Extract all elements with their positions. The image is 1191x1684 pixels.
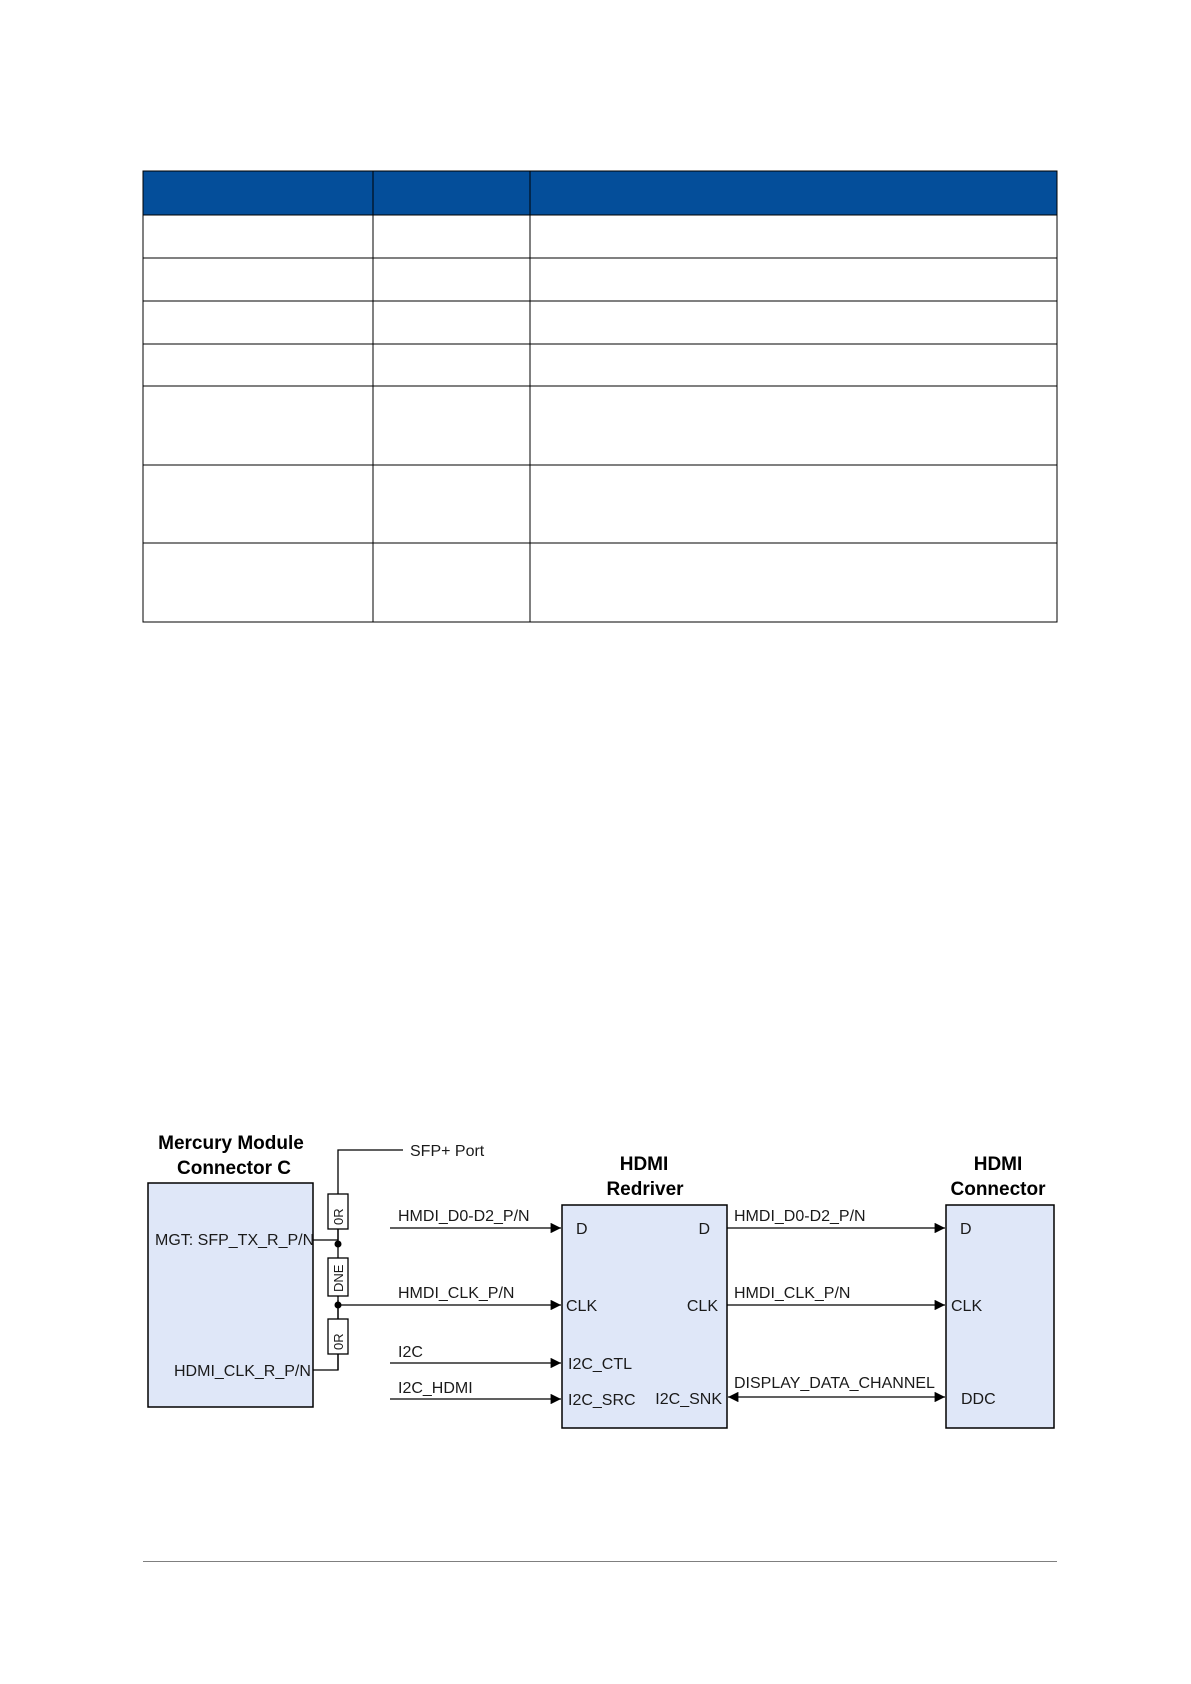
connector-pin-clk: CLK <box>951 1298 983 1315</box>
redriver-title-1: HDMI <box>619 1154 669 1175</box>
footer-divider <box>143 1561 1057 1562</box>
connector-title-1: HDMI <box>973 1154 1023 1175</box>
sfp-port-label: SFP+ Port <box>410 1143 485 1160</box>
redriver-pin-i2c-ctl: I2C_CTL <box>568 1356 633 1373</box>
mercury-pin-mgt: MGT: SFP_TX_R_P/N <box>155 1232 315 1249</box>
mercury-pin-hdmi-clk: HDMI_CLK_R_P/N <box>174 1363 311 1380</box>
sfp-port-wire <box>313 1150 403 1240</box>
connector-pin-ddc: DDC <box>961 1391 996 1408</box>
connector-pin-d: D <box>960 1221 972 1238</box>
junction-top <box>335 1241 342 1248</box>
redriver-title-2: Redriver <box>606 1179 684 1200</box>
redriver-pin-clk-in: CLK <box>566 1298 598 1315</box>
mercury-block-title-1: Mercury Module <box>158 1133 304 1154</box>
redriver-pin-d-in: D <box>576 1221 588 1238</box>
clk-in-label: HMDI_CLK_P/N <box>398 1285 515 1302</box>
redriver-pin-i2c-snk: I2C_SNK <box>655 1391 722 1408</box>
redriver-pin-i2c-src: I2C_SRC <box>568 1392 636 1409</box>
data-in-label: HMDI_D0-D2_P/N <box>398 1208 530 1225</box>
redriver-pin-d-out: D <box>698 1221 710 1238</box>
redriver-pin-clk-out: CLK <box>686 1298 718 1315</box>
i2c-hdmi-label: I2C_HDMI <box>398 1380 473 1397</box>
connector-title-2: Connector <box>950 1179 1046 1200</box>
i2c-label: I2C <box>398 1344 423 1361</box>
mercury-block-title-2: Connector C <box>177 1158 291 1179</box>
data-out-label: HMDI_D0-D2_P/N <box>734 1208 866 1225</box>
resistor-top-label: 0R <box>331 1208 346 1225</box>
clk-out-label: HMDI_CLK_P/N <box>734 1285 851 1302</box>
ddc-label: DISPLAY_DATA_CHANNEL <box>734 1375 935 1392</box>
resistor-bottom-label: 0R <box>331 1333 346 1350</box>
resistor-dne-label: DNE <box>331 1264 346 1292</box>
